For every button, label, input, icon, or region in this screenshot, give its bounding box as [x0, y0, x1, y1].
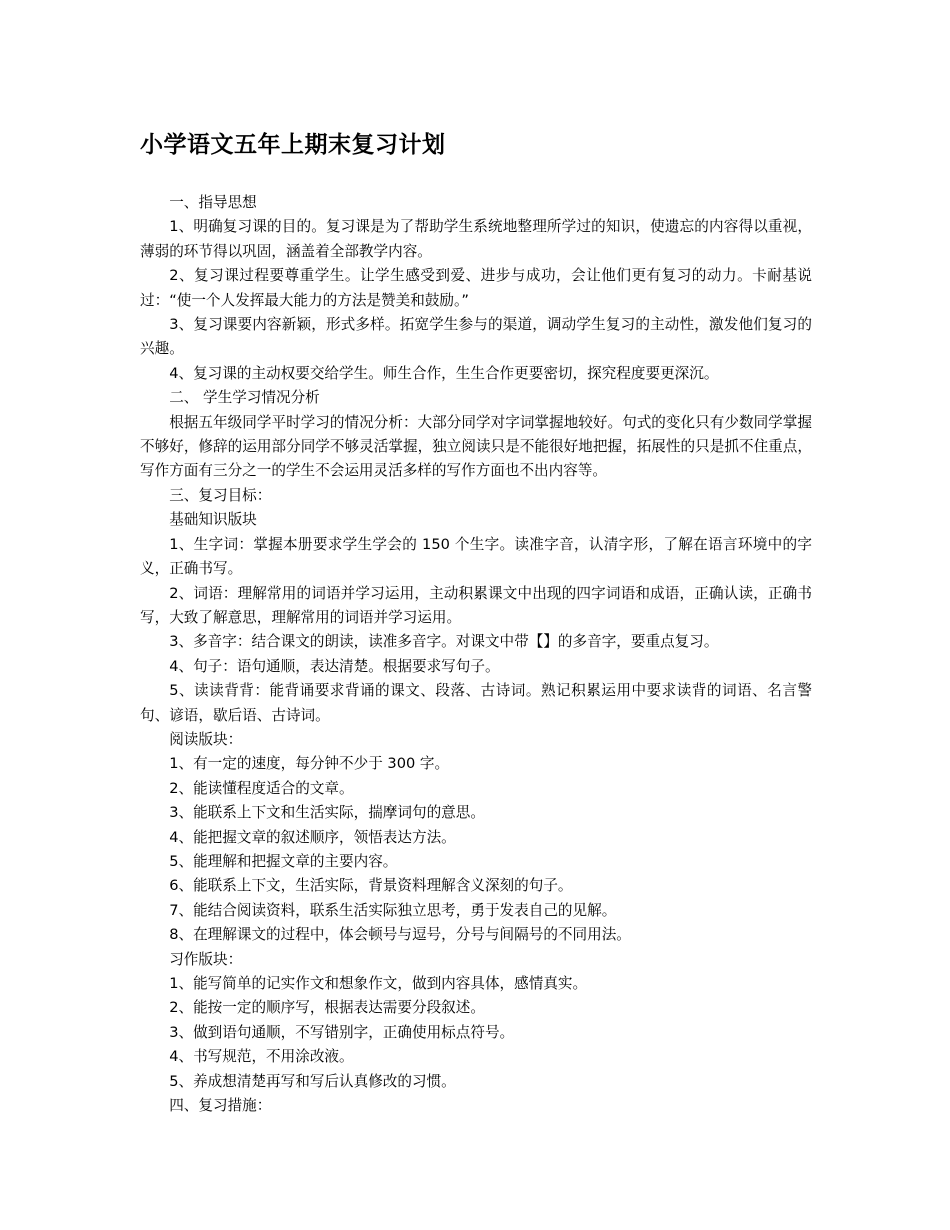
paragraph: 基础知识版块 — [169, 511, 257, 529]
paragraph: 习作版块： — [169, 950, 243, 968]
paragraph: 2、能读懂程度适合的文章。 — [169, 779, 354, 797]
paragraph: 1、生字词：掌握本册要求学生学会的 150 个生字。读准字音，认清字形，了解在语言环境中的字义，正确书写。 — [140, 535, 812, 578]
paragraph: 5、能理解和把握文章的主要内容。 — [169, 852, 398, 870]
paragraph: 5、读读背背：能背诵要求背诵的课文、段落、古诗词。熟记积累运用中要求读背的词语、名言警句、谚语，歇后语、古诗词。 — [140, 682, 812, 724]
paragraph: 根据五年级同学平时学习的情况分析：大部分同学对字词掌握地较好。句式的变化只有少数同学掌握不够好，修辞的运用部分同学不够灵活掌握，独立阅读只是不能很好地把握，拓展性的只是抓不住重点，写作方面有三分之一的学生不会运用灵活多样的写作方面也不出内容等。 — [140, 413, 812, 480]
paragraph: 一、指导思想 — [169, 194, 257, 211]
paragraph: 2、复习课过程要尊重学生。让学生感受到爱、进步与成功，会让他们更有复习的动力。卡耐基说过：“使一个人发挥最大能力的方法是赞美和鼓励。” — [140, 267, 812, 309]
paragraph: 阅读版块： — [169, 730, 243, 748]
paragraph: 4、句子：语句通顺，表达清楚。根据要求写句子。 — [169, 657, 500, 675]
paragraph: 4、能把握文章的叙述顺序，领悟表达方法。 — [169, 828, 456, 846]
paragraph: 3、做到语句通顺，不写错别字，正确使用标点符号。 — [169, 1023, 515, 1041]
paragraph: 二、 学生学习情况分析 — [169, 389, 320, 407]
paragraph: 1、有一定的速度，每分钟不少于 300 字。 — [169, 755, 450, 773]
paragraph: 3、多音字：结合课文的朗读，读准多音字。对课文中带【】的多音字，要重点复习。 — [169, 633, 719, 651]
paragraph: 3、能联系上下文和生活实际，揣摩词句的意思。 — [169, 804, 485, 822]
paragraph: 7、能结合阅读资料，联系生活实际独立思考，勇于发表自己的见解。 — [169, 901, 617, 919]
paragraph: 3、复习课要内容新颖，形式多样。拓宽学生参与的渠道，调动学生复习的主动性，激发他们复习的兴趣。 — [140, 316, 812, 358]
paragraph: 5、养成想清楚再写和写后认真修改的习惯。 — [169, 1072, 456, 1090]
paragraph: 1、明确复习课的目的。复习课是为了帮助学生系统地整理所学过的知识，使遗忘的内容得以重视，薄弱的环节得以巩固，涵盖着全部教学内容。 — [140, 218, 812, 260]
paragraph: 8、在理解课文的过程中，体会顿号与逗号，分号与间隔号的不同用法。 — [169, 926, 631, 944]
document-title: 小学语文五年上期末复习计划 — [140, 132, 446, 158]
paragraph: 4、复习课的主动权要交给学生。师生合作，生生合作更要密切，探究程度要更深沉。 — [169, 364, 719, 382]
document-body — [140, 191, 812, 1118]
paragraph: 2、能按一定的顺序写，根据表达需要分段叙述。 — [169, 999, 485, 1017]
paragraph: 6、能联系上下文，生活实际，背景资料理解含义深刻的句子。 — [169, 877, 573, 895]
paragraph: 1、能写简单的记实作文和想象作文，做到内容具体，感情真实。 — [169, 975, 588, 992]
paragraph: 2、词语：理解常用的词语并学习运用，主动积累课文中出现的四字词语和成语，正确认读，正确书写，大致了解意思，理解常用的词语并学习运用。 — [140, 584, 812, 626]
paragraph: 三、复习目标： — [169, 486, 272, 504]
paragraph: 四、复习措施： — [169, 1097, 272, 1115]
paragraph: 4、书写规范，不用涂改液。 — [169, 1048, 354, 1066]
